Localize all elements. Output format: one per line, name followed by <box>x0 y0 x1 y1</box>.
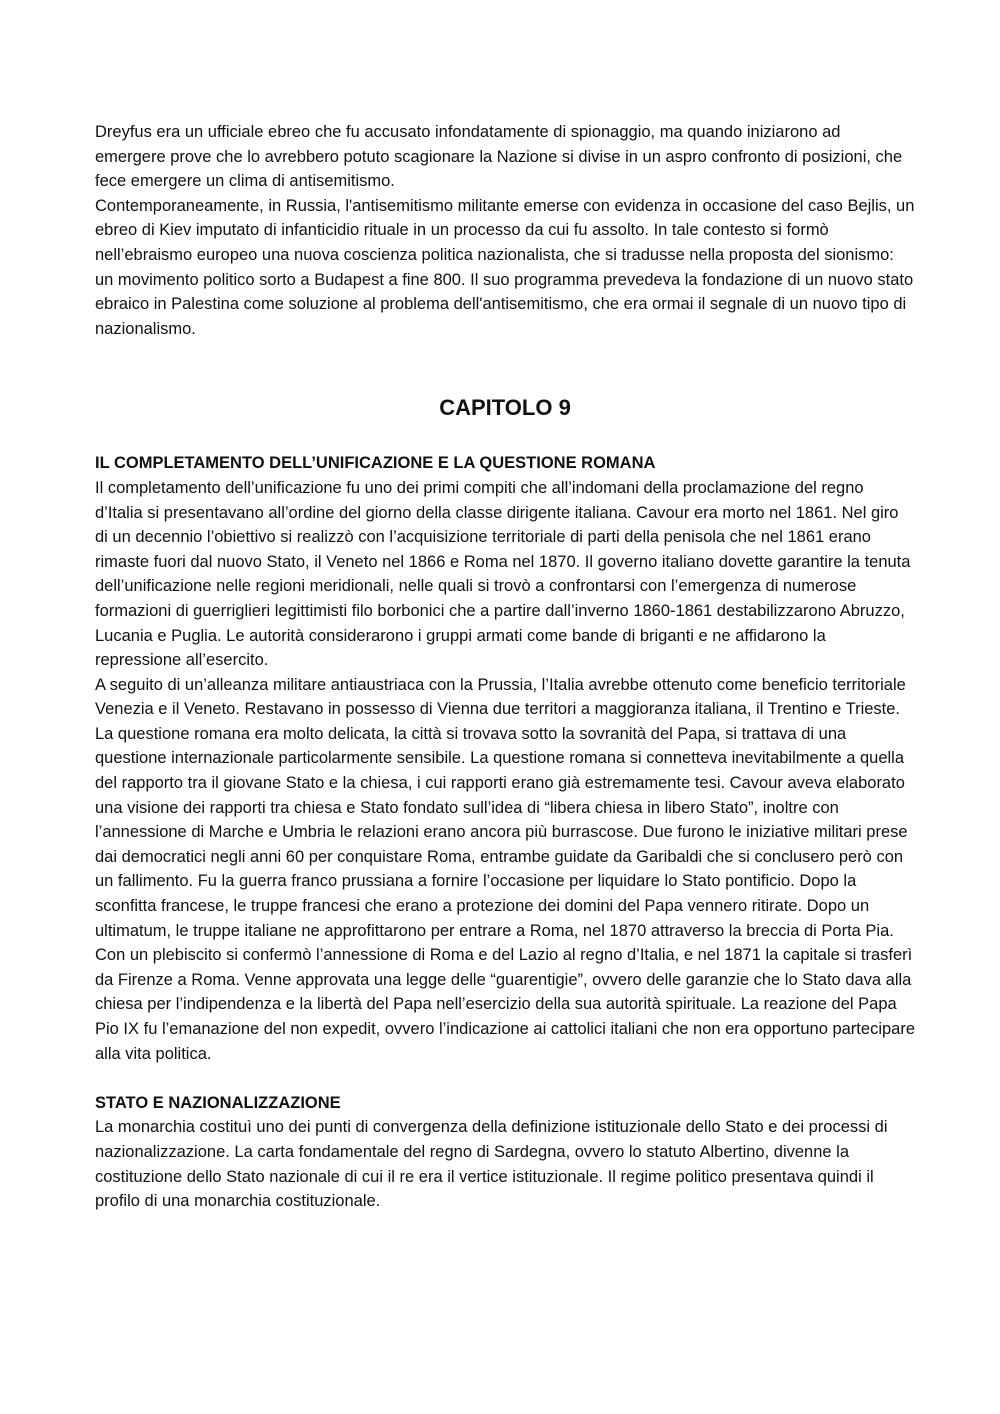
document-page <box>95 120 915 1214</box>
section-heading: STATO E NAZIONALIZZAZIONE <box>95 1093 341 1112</box>
section-heading: IL COMPLETAMENTO DELL’UNIFICAZIONE E LA QUESTIONE ROMANA <box>95 454 656 473</box>
body-paragraph: Il completamento dell’unificazione fu uno dei primi compiti che all’indomani della proclamazione del regno d’Italia si presentavano all’ordine del giorno della classe dirigente italiana. Cavour era morto nel 1861. Nel giro di un decennio l’obiettivo si realizzò con l’acquisizione territoriale di parti della penisola che nel 1861 erano rimaste fuori dal nuovo Stato, il Veneto nel 1866 e Roma nel 1870. Il governo italiano dovette garantire la tenuta dell’unificazione nelle regioni meridionali, nelle quali si trovò a confrontarsi con l’emergenza di numerose formazioni di guerriglieri legittimisti filo borbonici che a partire dall’inverno 1860-1861 destabilizzarono Abruzzo, Lucania e Puglia. Le autorità considerarono i gruppi armati come bande di briganti e ne affidarono la repressione all’esercito. <box>95 478 911 670</box>
chapter-title: CAPITOLO 9 <box>439 395 571 421</box>
intro-paragraph: Contemporaneamente, in Russia, l'antisemitismo militante emerse con evidenza in occasione del caso Bejlis, un ebreo di Kiev imputato di infanticidio rituale in un processo da cui fu assolto. In tale contesto si formò nell’ebraismo europeo una nuova coscienza politica nazionalista, che si tradusse nella proposta del sionismo: un movimento politico sorto a Budapest a fine 800. Il suo programma prevedeva la fondazione di un nuovo stato ebraico in Palestina come soluzione al problema dell'antisemitismo, che era ormai il segnale di un nuovo tipo di nazionalismo. <box>95 196 915 338</box>
intro-paragraph: Dreyfus era un ufficiale ebreo che fu accusato infondatamente di spionaggio, ma quando iniziarono ad emergere prove che lo avrebbero potuto scagionare la Nazione si divise in un aspro confronto di posizioni, che fece emergere un clima di antisemitismo. <box>95 123 903 191</box>
body-paragraph: A seguito di un’alleanza militare antiaustriaca con la Prussia, l’Italia avrebbe ottenuto come beneficio territoriale Venezia e il Veneto. Restavano in possesso di Vienna due territori a maggioranza italiana, il Trentino e Trieste. <box>95 675 906 719</box>
body-paragraph: La monarchia costituì uno dei punti di convergenza della definizione istituzionale dello Stato e dei processi di nazionalizzazione. La carta fondamentale del regno di Sardegna, ovvero lo statuto Albertino, divenne la costituzione dello Stato nazionale di cui il re era il vertice istituzionale. Il regime politico presentava quindi il profilo di una monarchia costituzionale. <box>95 1118 888 1211</box>
body-paragraph: La questione romana era molto delicata, la città si trovava sotto la sovranità del Papa, si trattava di una questione internazionale particolarmente sensibile. La questione romana si connetteva inevitabilmente a quella del rapporto tra il giovane Stato e la chiesa, i cui rapporti erano già estremamente tesi. Cavour aveva elaborato una visione dei rapporti tra chiesa e Stato fondato sull’idea di “libera chiesa in libero Stato”, inoltre con l’annessione di Marche e Umbria le relazioni erano ancora più burrascose. Due furono le iniziative militari prese dai democratici negli anni 60 per conquistare Roma, entrambe guidate da Garibaldi che si conclusero però con un fallimento. Fu la guerra franco prussiana a fornire l’occasione per liquidare lo Stato pontificio. Dopo la sconfitta francese, le truppe francesi che erano a protezione dei domini del Papa vennero ritirate. Dopo un ultimatum, le truppe italiane ne approfittarono per entrare a Roma, nel 1870 attraverso la breccia di Porta Pia. Con un plebiscito si confermò l’annessione di Roma e del Lazio al regno d’Italia, e nel 1871 la capitale si trasferì da Firenze a Roma. Venne approvata una legge delle “guarentigie”, ovvero delle garanzie che lo Stato dava alla chiesa per l’indipendenza e la libertà del Papa nell’esercizio della sua autorità spirituale. La reazione del Papa Pio IX fu l’emanazione del non expedit, ovvero l’indicazione ai cattolici italiani che non era opportuno partecipare alla vita politica. <box>95 724 916 1063</box>
